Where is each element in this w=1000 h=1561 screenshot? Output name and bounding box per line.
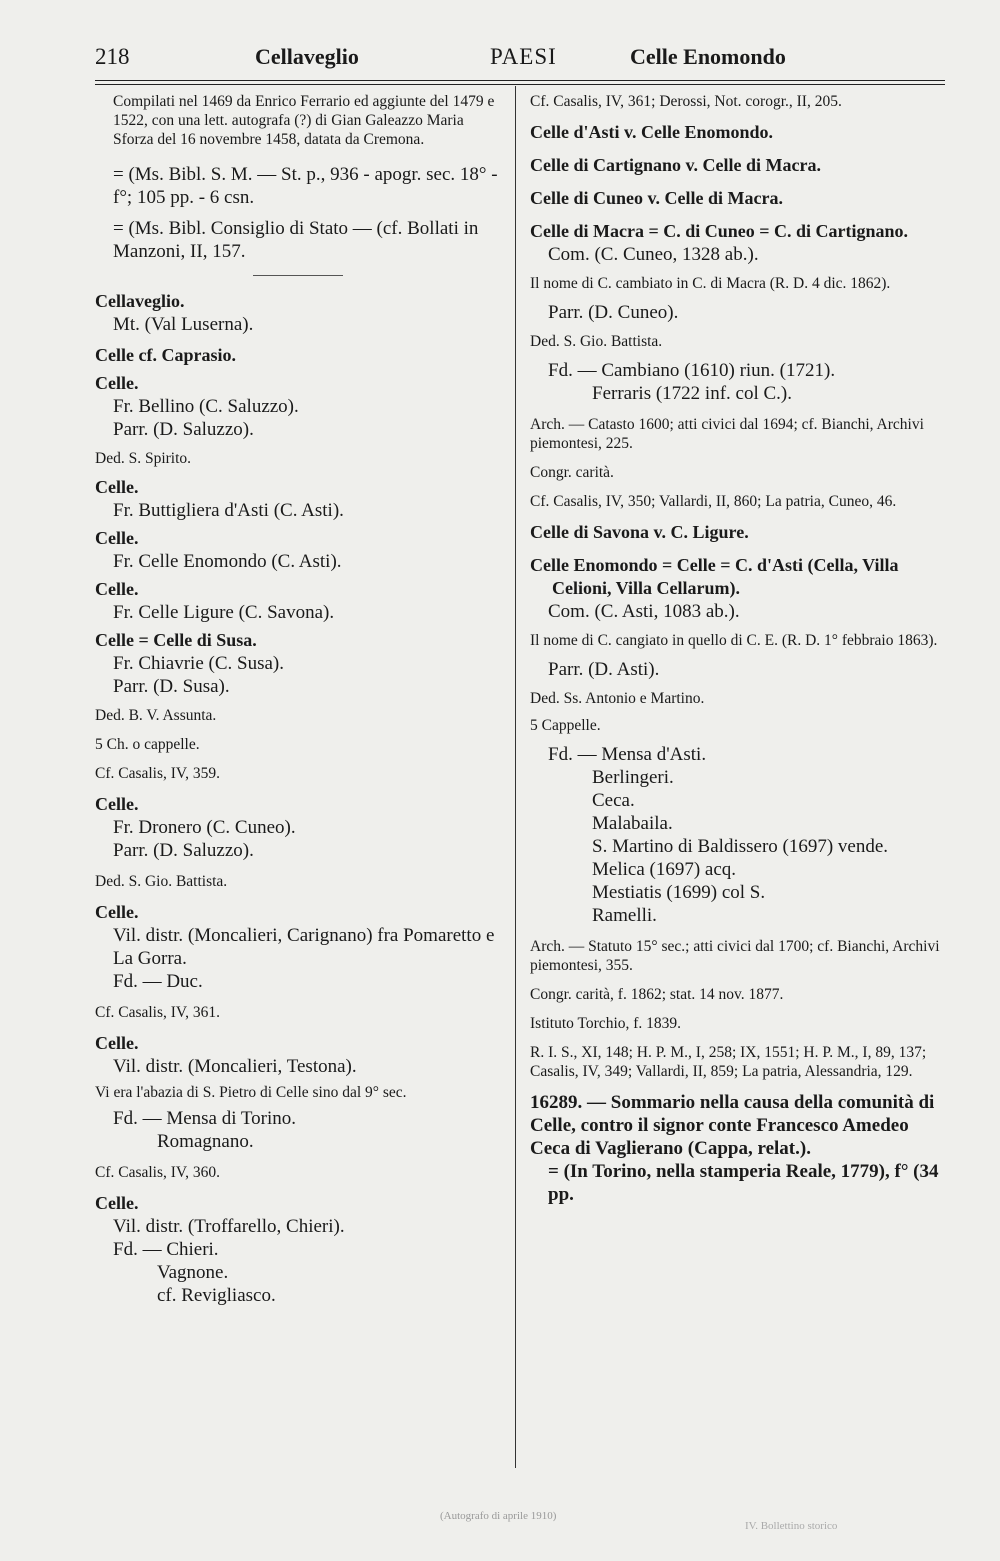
entry-line: Fd. — Mensa di Torino.: [113, 1108, 297, 1129]
entry-heading: Cellaveglio.: [95, 291, 185, 311]
entry-heading: Celle.: [95, 794, 139, 814]
entry-line: Mestiatis (1699) col S.: [592, 882, 766, 903]
entry-line: Fd. — Mensa d'Asti.: [548, 744, 707, 765]
header-left-title: Cellaveglio: [255, 44, 359, 69]
entry-heading: Celle = Celle di Susa.: [95, 630, 257, 650]
entry-heading: Celle.: [95, 902, 139, 922]
entry-line: S. Martino di Baldissero (1697) vende.: [592, 836, 889, 857]
entry-note: Cf. Casalis, IV, 361; Derossi, Not. corogr., II, 205.: [530, 93, 842, 110]
entry-heading: Celle di Savona v. C. Ligure.: [530, 522, 749, 542]
entry-line: Vil. distr. (Moncalieri, Testona).: [113, 1056, 357, 1077]
intro-shelfmark-1: = (Ms. Bibl. S. M. — St. p., 936 - apogr. sec. 18° - f°; 105 pp. - 6 csn.: [113, 164, 498, 208]
entry-line: Vil. distr. (Troffarello, Chieri).: [113, 1216, 345, 1237]
entry-note: Ded. B. V. Assunta.: [95, 707, 217, 724]
entry-note: 5 Ch. o cappelle.: [95, 736, 200, 753]
header-rule-bottom: [95, 84, 945, 85]
entry-line: Parr. (D. Cuneo).: [548, 302, 679, 323]
entry-note: Congr. carità.: [530, 464, 614, 481]
entry-note: Cf. Casalis, IV, 350; Vallardi, II, 860; La patria, Cuneo, 46.: [530, 493, 897, 510]
entry-line: Com. (C. Asti, 1083 ab.).: [548, 601, 740, 622]
entry-line: Fd. — Chieri.: [113, 1239, 219, 1260]
entry-line: Fd. — Duc.: [113, 971, 203, 992]
entry-line: Melica (1697) acq.: [592, 859, 737, 880]
entry-celle-enomondo-ref: [95, 527, 500, 573]
entry-celle-pomaretto: [95, 901, 500, 1022]
entry-celle-dronero: [95, 793, 500, 891]
entry-note: R. I. S., XI, 148; H. P. M., I, 258; IX, 1551; H. P. M., I, 89, 137; Casalis, IV, 349; Vallardi, II, 859; La patria, Alessandria, 129.: [530, 1044, 927, 1080]
entry-heading: Celle.: [95, 477, 139, 497]
entry-celle-bellino: [95, 372, 500, 468]
entry-note: Arch. — Catasto 1600; atti civici dal 1694; cf. Bianchi, Archivi piemontesi, 225.: [530, 416, 924, 452]
entry-note: Istituto Torchio, f. 1839.: [530, 1015, 682, 1032]
entry-celle-caprasio: [95, 344, 500, 367]
entry-heading: Celle.: [95, 1033, 139, 1053]
entry-line: Ceca.: [592, 790, 635, 811]
entry-heading: Celle Enomondo = Celle = C. d'Asti (Cella, Villa Celioni, Villa Cellarum).: [530, 555, 899, 598]
page-header: [95, 44, 945, 80]
entry-line: Parr. (D. Susa).: [113, 676, 230, 697]
entry-note: Il nome di C. cambiato in C. di Macra (R. D. 4 dic. 1862).: [530, 275, 891, 292]
entry-line: Ramelli.: [592, 905, 657, 926]
entry-heading: Celle.: [95, 579, 139, 599]
entry-note: Ded. Ss. Antonio e Martino.: [530, 690, 705, 707]
header-rule-top: [95, 80, 945, 81]
entry-line: Com. (C. Cuneo, 1328 ab.).: [548, 244, 759, 265]
entry-note: Ded. S. Spirito.: [95, 450, 192, 467]
entry-note: Ded. S. Gio. Battista.: [530, 333, 663, 350]
footer-right: IV. Bollettino storico: [745, 1520, 838, 1532]
intro-shelfmark-2: = (Ms. Bibl. Consiglio di Stato — (cf. Bollati in Manzoni, II, 157.: [113, 218, 479, 262]
entry-line: Parr. (D. Saluzzo).: [113, 840, 254, 861]
entry-line: Fr. Celle Enomondo (C. Asti).: [113, 551, 342, 572]
column-divider: [515, 86, 516, 1468]
entry-celle-enomondo: [530, 554, 948, 1081]
entry-celle-buttigliera: [95, 476, 500, 522]
entry-line: Fr. Chiavrie (C. Susa).: [113, 653, 284, 674]
entry-line: cf. Revigliasco.: [157, 1285, 276, 1306]
intro-paragraph: Compilati nel 1469 da Enrico Ferrario ed aggiunte del 1479 e 1522, con una lett. autografa (?) di Gian Galeazzo Maria Sforza del 16 novembre 1458, datata da Cremona.: [113, 93, 495, 148]
entry-heading: Celle.: [95, 1193, 139, 1213]
entry-celle-ligure-ref: [95, 578, 500, 624]
entry-line: Fr. Buttigliera d'Asti (C. Asti).: [113, 500, 344, 521]
entry-celle-di-macra: [530, 220, 948, 511]
entry-line: Vagnone.: [157, 1262, 229, 1283]
page-number: 218: [95, 44, 130, 69]
header-center-title: PAESI: [490, 44, 557, 69]
bibliographic-record: 16289. — Sommario nella causa della comunità di Celle, contro il signor conte Francesco Amedeo Ceca di Vaglierano (Cappa, relat.).: [530, 1092, 935, 1159]
entry-note: Arch. — Statuto 15° sec.; atti civici dal 1700; cf. Bianchi, Archivi piemontesi, 355.: [530, 938, 940, 974]
entry-note: 5 Cappelle.: [530, 717, 601, 734]
entry-line: Parr. (D. Saluzzo).: [113, 419, 254, 440]
entry-celle-testona: [95, 1032, 500, 1182]
entry-note: Congr. carità, f. 1862; stat. 14 nov. 1877.: [530, 986, 784, 1003]
entry-note: Cf. Casalis, IV, 361.: [95, 1004, 221, 1021]
entry-line: Fr. Dronero (C. Cuneo).: [113, 817, 296, 838]
left-column: [95, 92, 500, 1307]
section-rule: [253, 275, 343, 276]
publication-line: = (In Torino, nella stamperia Reale, 1779), f° (34 pp.: [548, 1161, 939, 1205]
entry-line: Mt. (Val Luserna).: [113, 314, 254, 335]
entry-line: Parr. (D. Asti).: [548, 659, 660, 680]
entry-line: Ferraris (1722 inf. col C.).: [592, 383, 792, 404]
entry-note: Cf. Casalis, IV, 360.: [95, 1164, 221, 1181]
entry-line: Fd. — Cambiano (1610) riun. (1721).: [548, 360, 836, 381]
entry-heading: Celle d'Asti v. Celle Enomondo.: [530, 122, 774, 142]
entry-cellaveglio: [95, 290, 500, 336]
entry-16289: [530, 1091, 948, 1206]
entry-line: Berlingeri.: [592, 767, 674, 788]
entry-celle-susa: [95, 629, 500, 783]
entry-note: Cf. Casalis, IV, 359.: [95, 765, 221, 782]
entry-heading: Celle.: [95, 528, 139, 548]
footer-left: (Autografo di aprile 1910): [440, 1510, 557, 1522]
entry-heading: Celle cf. Caprasio.: [95, 345, 236, 365]
header-right-title: Celle Enomondo: [630, 44, 786, 69]
entry-heading: Celle di Cartignano v. Celle di Macra.: [530, 155, 821, 175]
entry-note: Il nome di C. cangiato in quello di C. E. (R. D. 1° febbraio 1863).: [530, 632, 938, 649]
entry-note: Vi era l'abazia di S. Pietro di Celle sino dal 9° sec.: [95, 1084, 407, 1101]
entry-line: Fr. Celle Ligure (C. Savona).: [113, 602, 335, 623]
right-column: [530, 92, 948, 1206]
entry-line: Fr. Bellino (C. Saluzzo).: [113, 396, 299, 417]
entry-heading: Celle di Macra = C. di Cuneo = C. di Cartignano.: [530, 221, 909, 241]
entry-heading: Celle di Cuneo v. Celle di Macra.: [530, 188, 783, 208]
entry-line: Vil. distr. (Moncalieri, Carignano) fra Pomaretto e La Gorra.: [113, 925, 495, 969]
entry-line: Malabaila.: [592, 813, 673, 834]
entry-celle-troffarello: [95, 1192, 500, 1307]
entry-note: Ded. S. Gio. Battista.: [95, 873, 228, 890]
entry-line: Romagnano.: [157, 1131, 254, 1152]
entry-heading: Celle.: [95, 373, 139, 393]
